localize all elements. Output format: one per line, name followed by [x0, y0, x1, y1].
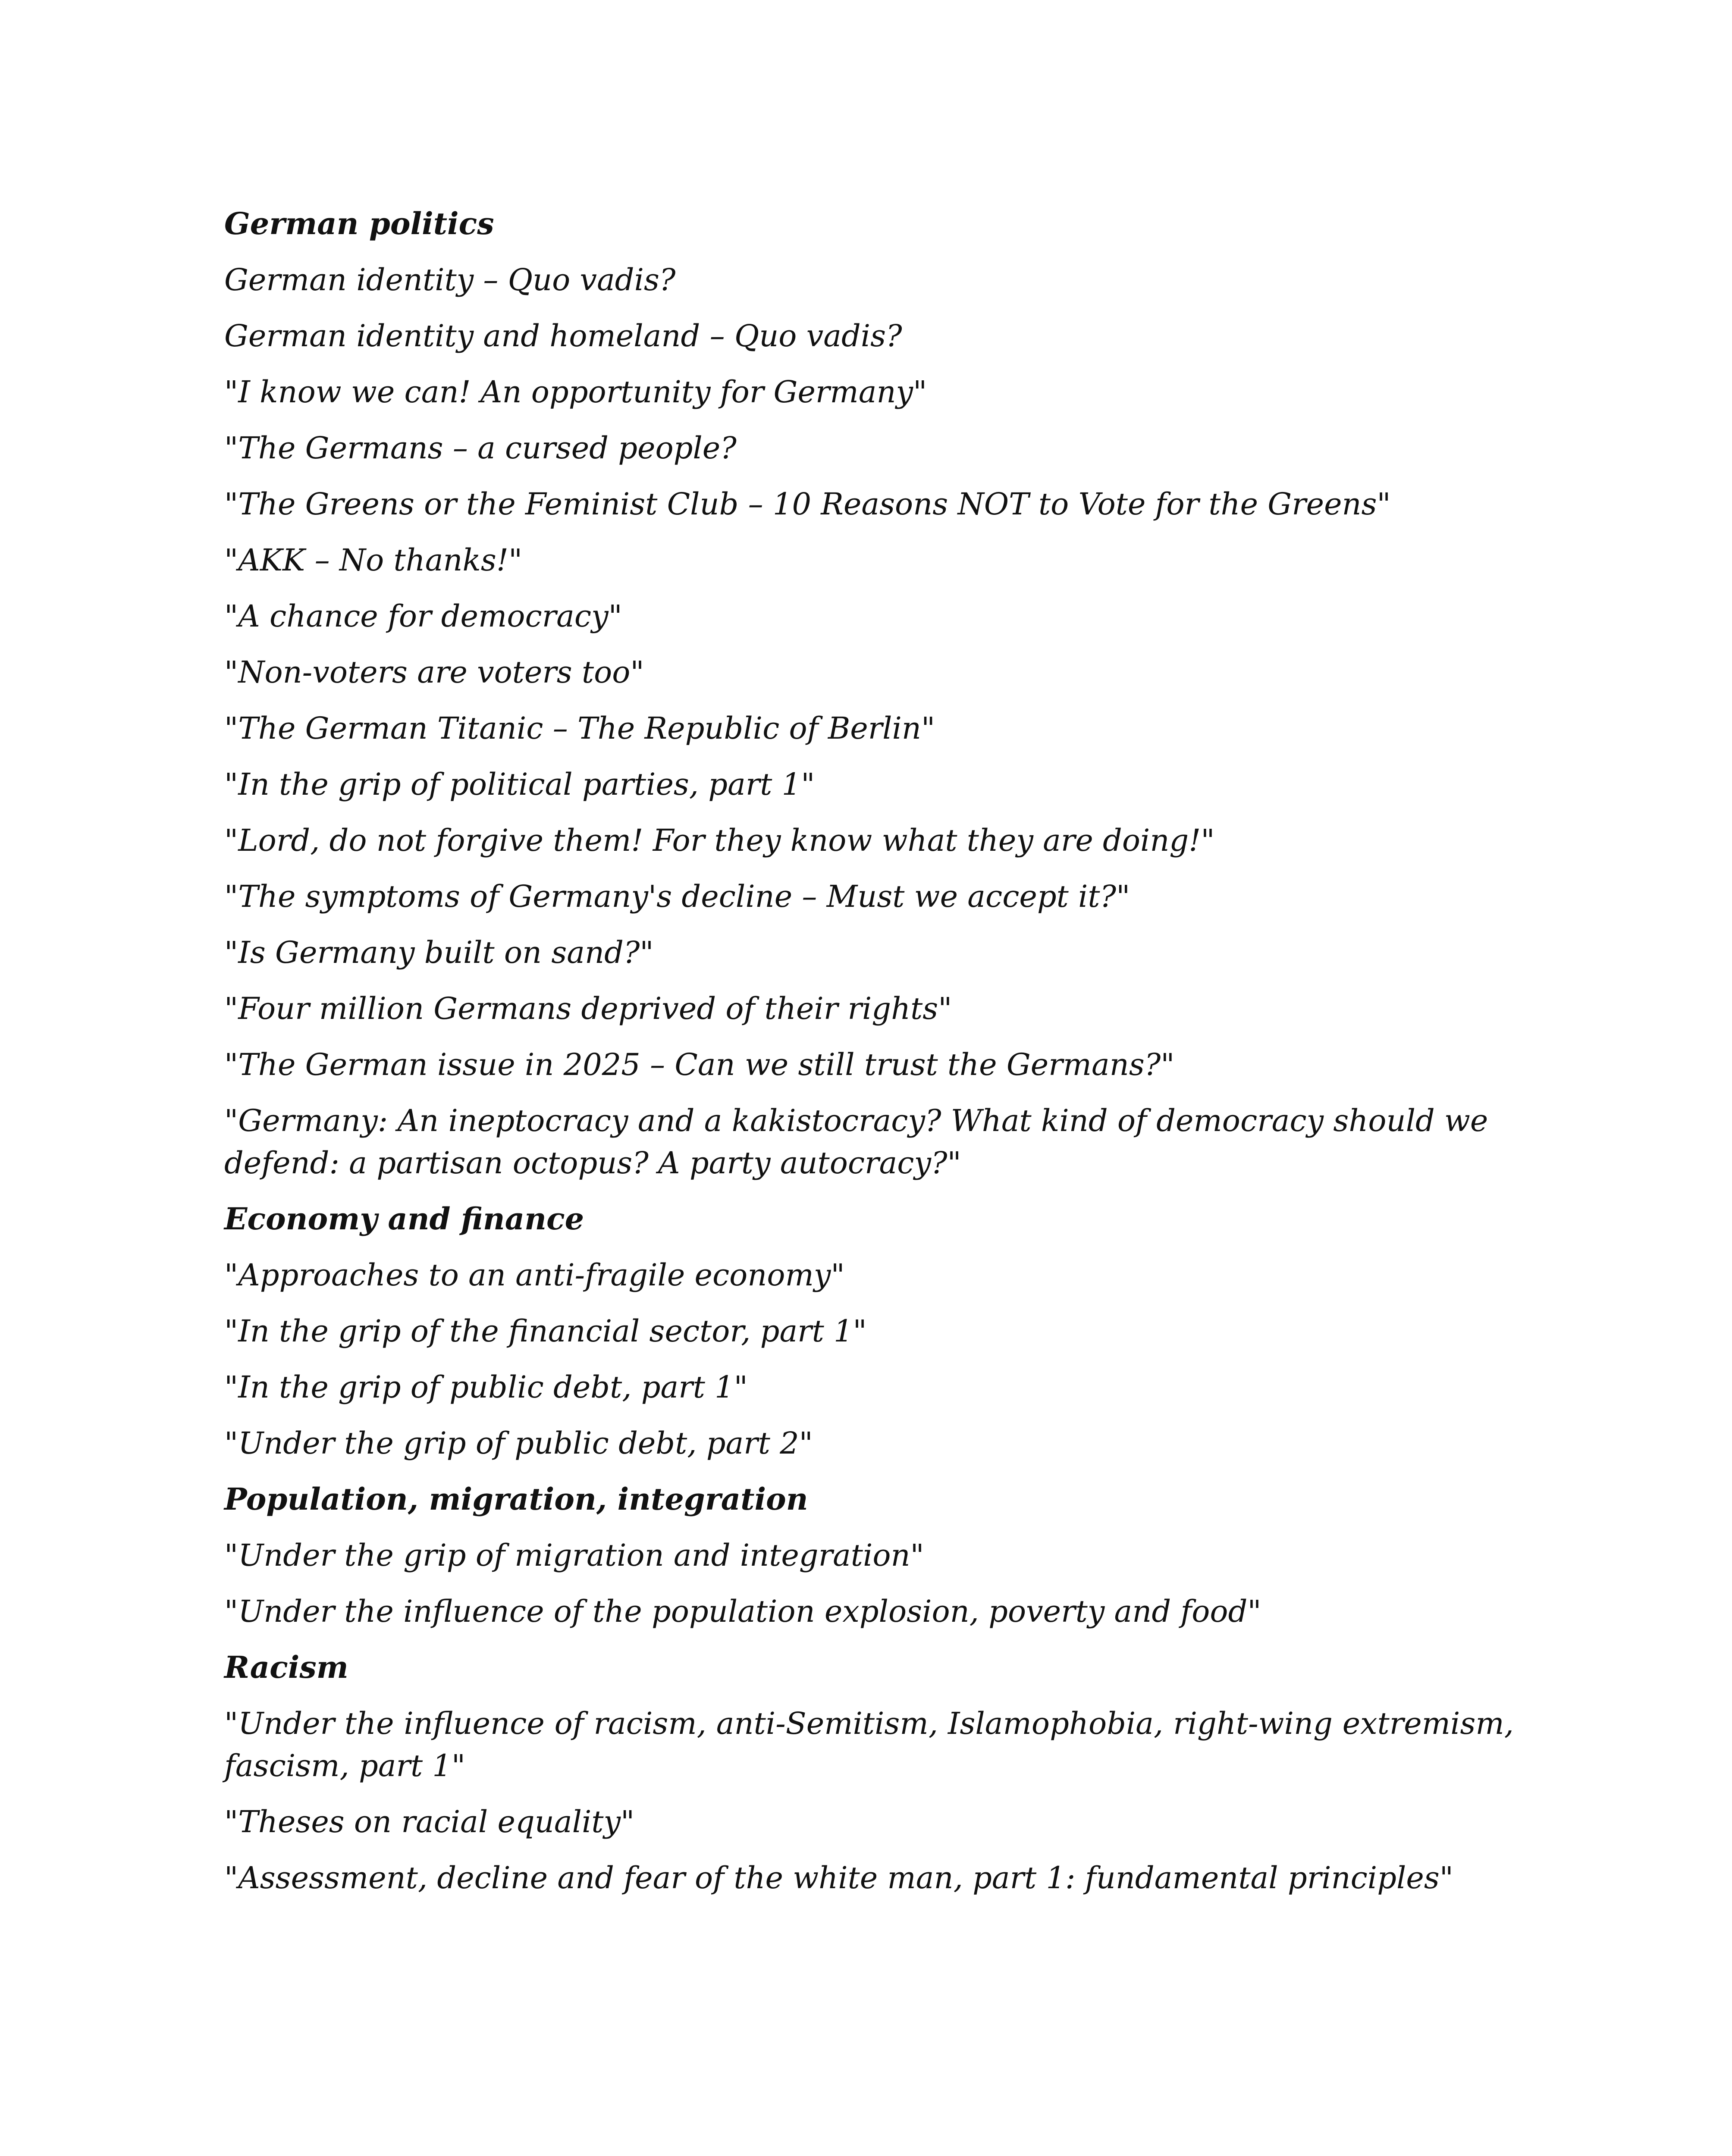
- list-item: "Under the influence of racism, anti-Semitism, Islamophobia, right-wing extremism, fascism, part 1": [224, 1706, 1514, 1783]
- section-heading: German politics: [224, 206, 494, 241]
- list-item: "AKK – No thanks!": [224, 542, 523, 578]
- section-population-migration: [224, 1478, 1514, 1633]
- list-item: "Approaches to an anti-fragile economy": [224, 1257, 845, 1293]
- list-item: "Four million Germans deprived of their rights": [224, 991, 952, 1026]
- list-item: German identity – Quo vadis?: [224, 262, 676, 298]
- list-item: "In the grip of public debt, part 1": [224, 1369, 748, 1405]
- list-item: "Non-voters are voters too": [224, 655, 644, 690]
- list-item: "Under the grip of public debt, part 2": [224, 1426, 813, 1461]
- list-item: "Assessment, decline and fear of the white man, part 1: fundamental principles": [224, 1860, 1453, 1896]
- list-item: "Lord, do not forgive them! For they know what they are doing!": [224, 823, 1215, 858]
- list-item: "Is Germany built on sand?": [224, 935, 654, 970]
- section-economy-finance: [224, 1198, 1514, 1464]
- section-heading: Population, migration, integration: [224, 1481, 808, 1517]
- list-item: German identity and homeland – Quo vadis?: [224, 318, 902, 354]
- list-item: "Theses on racial equality": [224, 1804, 635, 1839]
- section-german-politics: [224, 203, 1514, 1184]
- list-item: "The symptoms of Germany's decline – Must we accept it?": [224, 879, 1130, 914]
- list-item: "I know we can! An opportunity for Germany": [224, 374, 927, 410]
- document-content: [224, 203, 1514, 1913]
- list-item: "The Greens or the Feminist Club – 10 Reasons NOT to Vote for the Greens": [224, 486, 1391, 522]
- list-item: "Under the grip of migration and integration": [224, 1538, 924, 1573]
- list-item: "Germany: An ineptocracy and a kakistocracy? What kind of democracy should we defend: a partisan octopus? A party autocracy?": [224, 1103, 1488, 1181]
- section-heading: Economy and finance: [224, 1201, 584, 1237]
- list-item: "A chance for democracy": [224, 599, 622, 634]
- list-item: "The Germans – a cursed people?: [224, 430, 737, 466]
- section-racism: [224, 1646, 1514, 1899]
- list-item: "The German issue in 2025 – Can we still trust the Germans?": [224, 1047, 1175, 1082]
- list-item: "In the grip of political parties, part 1": [224, 767, 815, 802]
- section-heading: Racism: [224, 1649, 348, 1685]
- list-item: "The German Titanic – The Republic of Berlin": [224, 711, 935, 746]
- list-item: "Under the influence of the population explosion, poverty and food": [224, 1594, 1261, 1629]
- list-item: "In the grip of the financial sector, part 1": [224, 1313, 867, 1349]
